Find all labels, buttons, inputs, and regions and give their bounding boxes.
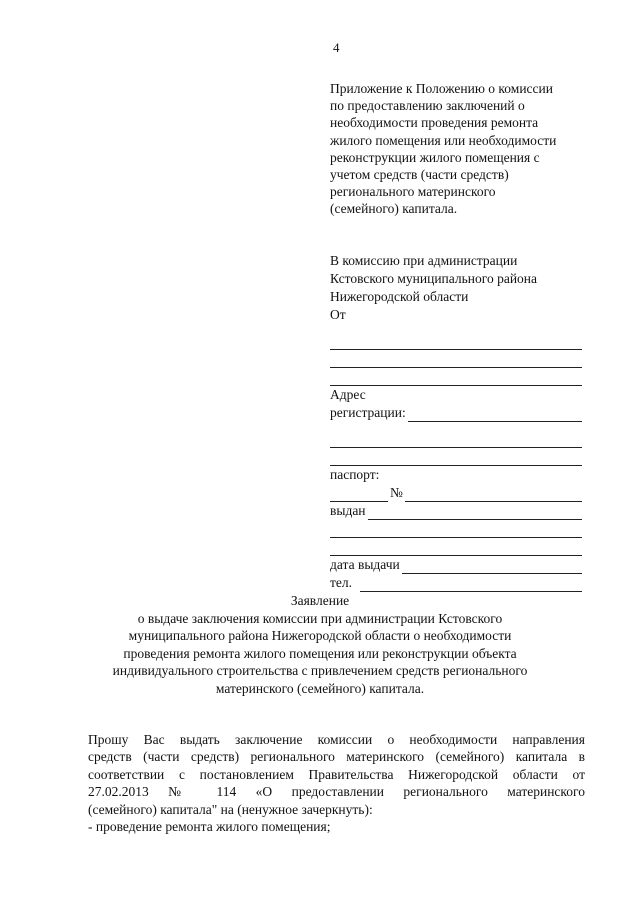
statement-heading: Заявление [290,593,350,608]
passport-label: паспорт: [330,467,380,483]
registration-field-line-3[interactable] [330,451,582,466]
appendix-line: по предоставлению заключений о [330,98,525,114]
issued-field-line-2[interactable] [330,523,582,538]
recipient-line: Нижегородской области [330,289,469,305]
from-label: От [330,307,346,323]
phone-field[interactable] [360,577,582,592]
appendix-line: жилого помещения или необходимости [330,132,557,148]
appendix-line: регионального материнского [330,184,496,200]
registration-field[interactable] [408,407,582,422]
statement-line: о выдаче заключения комиссии при администрации Кстовского [137,610,503,626]
appendix-line: реконструкции жилого помещения с [330,149,540,165]
page-number: 4 [333,40,340,55]
statement-line: проведения ремонта жилого помещения или реконструкции объекта [123,645,517,661]
issue-date-field[interactable] [402,559,582,574]
address-label: Адрес [330,387,366,403]
appendix-line: Приложение к Положению о комиссии [330,81,553,96]
issued-field-line-3[interactable] [330,541,582,556]
recipient-line: В комиссию при администрации [330,253,518,269]
from-field-line-1[interactable] [330,335,582,350]
appendix-line: (семейного) капитала. [330,201,458,217]
body-line: средств (части средств) регионального материнского (семейного) капитала в [88,749,585,765]
issued-field[interactable] [368,505,582,520]
body-line: - проведение ремонта жилого помещения; [88,819,331,835]
registration-field-line-2[interactable] [330,433,582,448]
passport-number-field[interactable] [405,487,582,502]
body-line: Прошу Вас выдать заключение комиссии о необходимости направления [88,732,585,747]
body-line: (семейного) капитала" на (ненужное зачеркнуть): [88,801,373,817]
from-field-line-2[interactable] [330,353,582,368]
issued-label: выдан [330,503,366,519]
statement-line: индивидуального строительства с привлечением средств регионального [112,663,528,679]
appendix-note [330,80,590,218]
recipient-line: Кстовского муниципального района [330,271,538,287]
number-sign: № [390,485,403,501]
issue-date-label: дата выдачи [330,557,400,573]
registration-label: регистрации: [330,405,406,421]
passport-series-field[interactable] [330,487,388,502]
statement-line: материнского (семейного) капитала. [215,680,425,696]
body-line: 27.02.2013 № 114 «О предоставлении регионального материнского [88,784,585,800]
recipient-block [330,252,582,592]
appendix-line: необходимости проведения ремонта [330,115,539,131]
from-field-line-3[interactable] [330,371,582,386]
appendix-line: учетом средств (части средств) [330,167,509,183]
statement-line: муниципального района Нижегородской области о необходимости [128,628,512,644]
request-paragraph [88,731,585,835]
body-line: соответствии с постановлением Правительства Нижегородской области от [88,766,585,782]
phone-label: тел. [330,575,353,591]
statement-title [80,592,560,698]
